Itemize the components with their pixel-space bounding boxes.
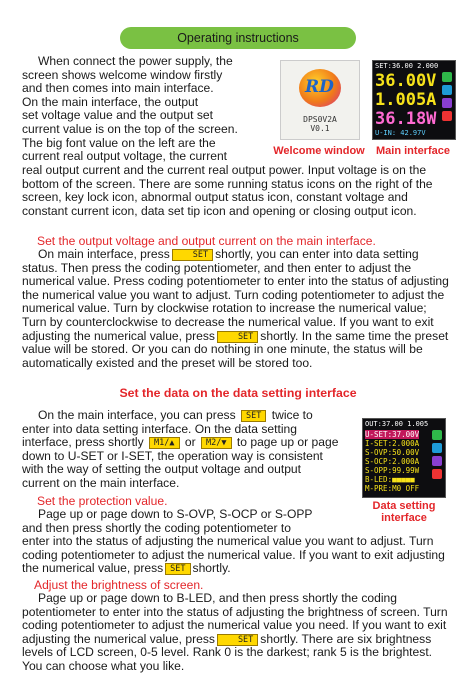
output-on-icon <box>442 111 452 121</box>
welcome-caption: Welcome window <box>273 145 365 157</box>
lock-icon <box>432 430 442 440</box>
set-key-label: SET <box>217 331 258 343</box>
section2-line: down to U-SET or I-SET, the operation way is consistent <box>22 448 323 463</box>
intro-text <box>22 55 277 164</box>
section3-text <box>22 508 362 535</box>
section2-line: enter into data setting interface. On the data setting <box>22 421 297 436</box>
section2-part: interface, press shortly <box>22 435 144 450</box>
data-row: S-OVP:50.00V <box>365 448 420 457</box>
model-name: DPS0V2A <box>303 115 337 124</box>
section2-part: to page up or page <box>236 435 339 450</box>
data-row: M-PRE:M0 OFF <box>365 484 420 493</box>
rd-logo-icon: RD <box>299 69 341 107</box>
section1-heading: Set the output voltage and output current on the main interface. <box>37 234 376 248</box>
firmware-version: V0.1 <box>310 124 330 133</box>
section2-part: or <box>184 435 196 450</box>
intro-line: set voltage value and the output set <box>22 108 213 123</box>
data-row: S-OCP:2.000A <box>365 457 420 466</box>
lock-icon <box>442 72 452 82</box>
main-caption: Main interface <box>376 145 450 157</box>
section3-part: enter into the status of adjusting the numerical value you want to adjust. Turn coding potentiometer to adjust the numerical value. If you want to exit adjusting the numerical value, press <box>22 534 445 576</box>
intro-line: When connect the power supply, the <box>38 54 233 68</box>
intro-line: On the main interface, the output <box>22 94 199 109</box>
section3-heading: Set the protection value. <box>37 494 168 508</box>
intro-line: The big font value on the left are the <box>22 135 216 150</box>
voltage-readout: 36.00V <box>375 71 437 91</box>
page-title: Operating instructions <box>120 27 356 49</box>
section4-heading: Adjust the brightness of screen. <box>34 578 204 592</box>
section1-part: shortly. In the same time the preset value will be stored. Or you can do nothing in one minute, the status will be automatically existed and the preset will be stored too. <box>22 328 449 370</box>
power-readout: 36.18W <box>375 109 437 129</box>
set-key-label: SET <box>165 563 190 575</box>
current-readout: 1.005A <box>375 90 437 110</box>
data-row: U-SET:37.00V <box>365 430 420 439</box>
section2-line: current on the main interface. <box>22 475 180 490</box>
main-screen-image <box>372 60 456 140</box>
intro-line: and then comes into main interface. <box>22 81 214 96</box>
set-key-label: SET <box>241 410 266 422</box>
intro-line: current real output voltage, the current <box>22 149 228 164</box>
cv-icon <box>442 98 452 108</box>
set-line: SET:36.00 2.000 <box>375 62 439 70</box>
set-key-label: SET <box>217 634 258 646</box>
section2-heading: Set the data on the data setting interface <box>119 386 357 400</box>
input-voltage-line: U-IN: 42.97V <box>375 129 426 137</box>
section4-part: shortly. There are six brightness levels of LCD screen, 0-5 level. Rank 0 is the darkest; rank 5 is the brightest. You can choose what you like. <box>22 631 433 673</box>
status-icons <box>442 72 453 124</box>
section3-line: Page up or page down to S-OVP, S-OCP or S-OPP <box>38 507 313 521</box>
m2-key-label: M2/▼ <box>201 437 231 449</box>
section4-part: Page up or page down to B-LED, and then press shortly the coding potentiometer to enter into the status of adjusting the brightness of screen. Turn coding potentiometer to adjust the numerical value you need. If you want to exit adjusting the numerical value, press <box>22 591 448 646</box>
status-ok-icon <box>442 85 452 95</box>
section2-text <box>22 409 362 491</box>
section2-part: On the main interface, you can press <box>38 408 236 422</box>
section3-continuation <box>22 535 454 576</box>
m1-key-label: M1/▲ <box>149 437 179 449</box>
section3-part: shortly. <box>192 561 231 576</box>
section2-line: with the way of setting the output voltage and output <box>22 462 302 477</box>
output-on-icon <box>432 469 442 479</box>
section3-line: and then press shortly the coding potentiometer to <box>22 520 291 535</box>
data-row: I-SET:2.000A <box>365 439 420 448</box>
out-line: OUT:37.00 1.005 <box>365 420 429 428</box>
section2-part: twice to <box>271 408 313 422</box>
set-key-label: SET <box>172 249 213 261</box>
section4-text <box>22 592 454 674</box>
section1-text <box>22 248 454 370</box>
data-row: B-LED:■■■■■ <box>365 475 415 484</box>
welcome-screen-image <box>280 60 360 140</box>
data-setting-screen-image <box>362 418 446 498</box>
data-setting-caption: Data setting interface <box>372 500 436 524</box>
intro-line: current value is on the top of the screen. <box>22 121 238 136</box>
intro-line: screen shows welcome window firstly <box>22 67 223 82</box>
section1-part: On main interface, press <box>38 247 170 261</box>
section1-part: shortly, you can enter into data setting status. Then press the coding potentiometer, and then enter to adjust the numerical value. Press coding potentiometer to enter into the status of adjusting the numerical value you want to adjust. Turn coding potentiometer to adjust the numerical value. Turn by clockwise rotation to increase the numerical value; Turn by counterclockwise to decrease the numerical value. If you want to exit adjusting the numerical value, press <box>22 247 449 343</box>
welcome-model-text <box>281 115 359 133</box>
intro-continuation: real output current and the current real output power. Input voltage is on the bottom of the screen. There are some running status icons on the right of the screen, key lock icon, abnormal output status icon, constant voltage and constant current icon, data set tip icon and opening or closing output icon. <box>22 163 433 218</box>
status-ok-icon <box>432 443 442 453</box>
data-row: S-OPP:99.99W <box>365 466 420 475</box>
status-icons <box>432 430 443 482</box>
cv-icon <box>432 456 442 466</box>
